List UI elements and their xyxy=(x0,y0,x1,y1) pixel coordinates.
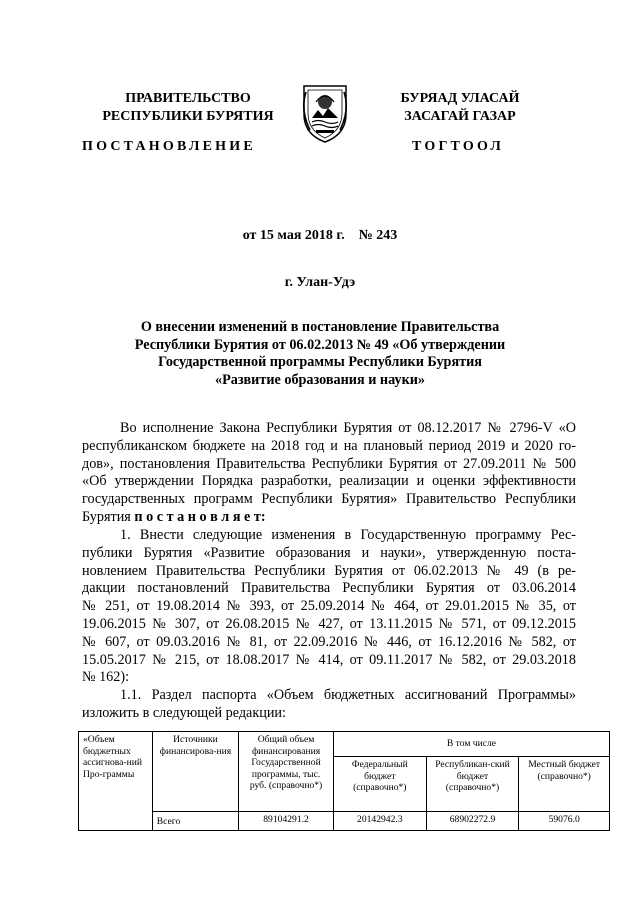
paragraph-line: дакции постановлений Правительства Республики Бурятия от 03.06.2014 xyxy=(82,580,576,597)
paragraph-line: публики Бурятия «Развитие образования и науки», утвержденную поста- xyxy=(82,544,576,561)
paragraph-line xyxy=(82,509,576,527)
city-line: г. Улан-Удэ xyxy=(284,275,356,290)
item-1-paragraph xyxy=(82,527,576,687)
table-cell-source: Всего xyxy=(152,812,238,831)
doc-type-left: ПОСТАНОВЛЕНИЕ xyxy=(82,139,256,154)
table-header-local: Местный бюджет (справочно*) xyxy=(519,757,610,812)
table-header-republic: Республикан-ский бюджет (справочно*) xyxy=(426,757,519,812)
paragraph-text: Бурятия xyxy=(82,508,135,525)
budget-allocation-table xyxy=(78,731,610,831)
paragraph-line: изложить в следующей редакции: xyxy=(82,704,286,721)
resolves-emphasis: п о с т а н о в л я е т: xyxy=(134,508,266,525)
preamble-paragraph xyxy=(82,420,576,527)
table-header-total: Общий объем финансирования Государственной программы, тыс. руб. (справочно*) xyxy=(239,732,334,812)
table-header-including: В том числе xyxy=(333,732,609,757)
header-left-line2: РЕСПУБЛИКИ БУРЯТИЯ xyxy=(102,109,274,124)
table-cell-republic: 68902272.9 xyxy=(426,812,519,831)
paragraph-line: № 162): xyxy=(82,669,130,686)
paragraph-line: 19.06.2015 № 307, от 26.08.2015 № 427, от 13.11.2015 № 571, от 09.12.2015 xyxy=(82,615,576,632)
paragraph-line: № 251, от 19.08.2014 № 393, от 25.09.2014 № 464, от 29.01.2015 № 35, от xyxy=(82,598,576,615)
doc-type-right: ТОГТООЛ xyxy=(412,139,505,154)
table-cell-federal: 20142942.3 xyxy=(333,812,426,831)
table-header-sources: Источники финансирова-ния xyxy=(152,732,238,812)
table-header-federal: Федеральный бюджет (справочно*) xyxy=(333,757,426,812)
document-title xyxy=(80,319,560,389)
date-number-line: от 15 мая 2018 г. № 243 xyxy=(242,228,398,243)
header-left-line1: ПРАВИТЕЛЬСТВО xyxy=(125,91,251,106)
table-cell-local: 59076.0 xyxy=(519,812,610,831)
header-right-line1: БУРЯАД УЛАСАЙ xyxy=(400,91,520,106)
paragraph-line: государственных программ Республики Бурятия» Правительство Республики xyxy=(82,491,576,508)
table-header-program-budget: «Объем бюджетных ассигнова-ний Про-граммы xyxy=(79,732,153,831)
paragraph-line: № 607, от 09.03.2016 № 81, от 22.09.2016 № 446, от 16.12.2016 № 582, от xyxy=(82,633,576,650)
item-1-1-paragraph xyxy=(82,687,576,723)
paragraph-line: 1.1. Раздел паспорта «Объем бюджетных ассигнований Программы» xyxy=(120,687,576,703)
table-row xyxy=(79,812,610,831)
table-cell-total: 89104291.2 xyxy=(239,812,334,831)
title-line: Республики Бурятия от 06.02.2013 № 49 «Об утверждении xyxy=(134,336,506,353)
paragraph-line: «Об утверждении Порядка разработки, реализации и оценки эффективности xyxy=(82,473,576,490)
title-line: О внесении изменений в постановление Правительства xyxy=(140,319,500,335)
title-line: Государственной программы Республики Бурятия xyxy=(158,354,482,371)
coat-of-arms-icon xyxy=(296,80,354,144)
paragraph-line: республиканском бюджете на 2018 год и на плановый период 2019 и 2020 го- xyxy=(82,437,576,454)
paragraph-line: 15.05.2017 № 215, от 18.08.2017 № 414, от 09.11.2017 № 582, от 29.03.2018 xyxy=(82,651,576,668)
paragraph-line: 1. Внести следующие изменения в Государственную программу Рес- xyxy=(120,527,576,543)
header-left xyxy=(88,90,288,126)
header-right-line2: ЗАСАГАЙ ГАЗАР xyxy=(404,109,516,124)
title-line: «Развитие образования и науки» xyxy=(214,371,426,388)
paragraph-line: новлением Правительства Республики Бурятия от 06.02.2013 № 49 (в ре- xyxy=(82,562,576,579)
paragraph-line: дов», постановления Правительства Республики Бурятия от 27.09.2011 № 500 xyxy=(82,455,576,472)
paragraph-line: Во исполнение Закона Республики Бурятия от 08.12.2017 № 2796-V «О xyxy=(120,420,576,436)
header-right xyxy=(360,90,560,126)
